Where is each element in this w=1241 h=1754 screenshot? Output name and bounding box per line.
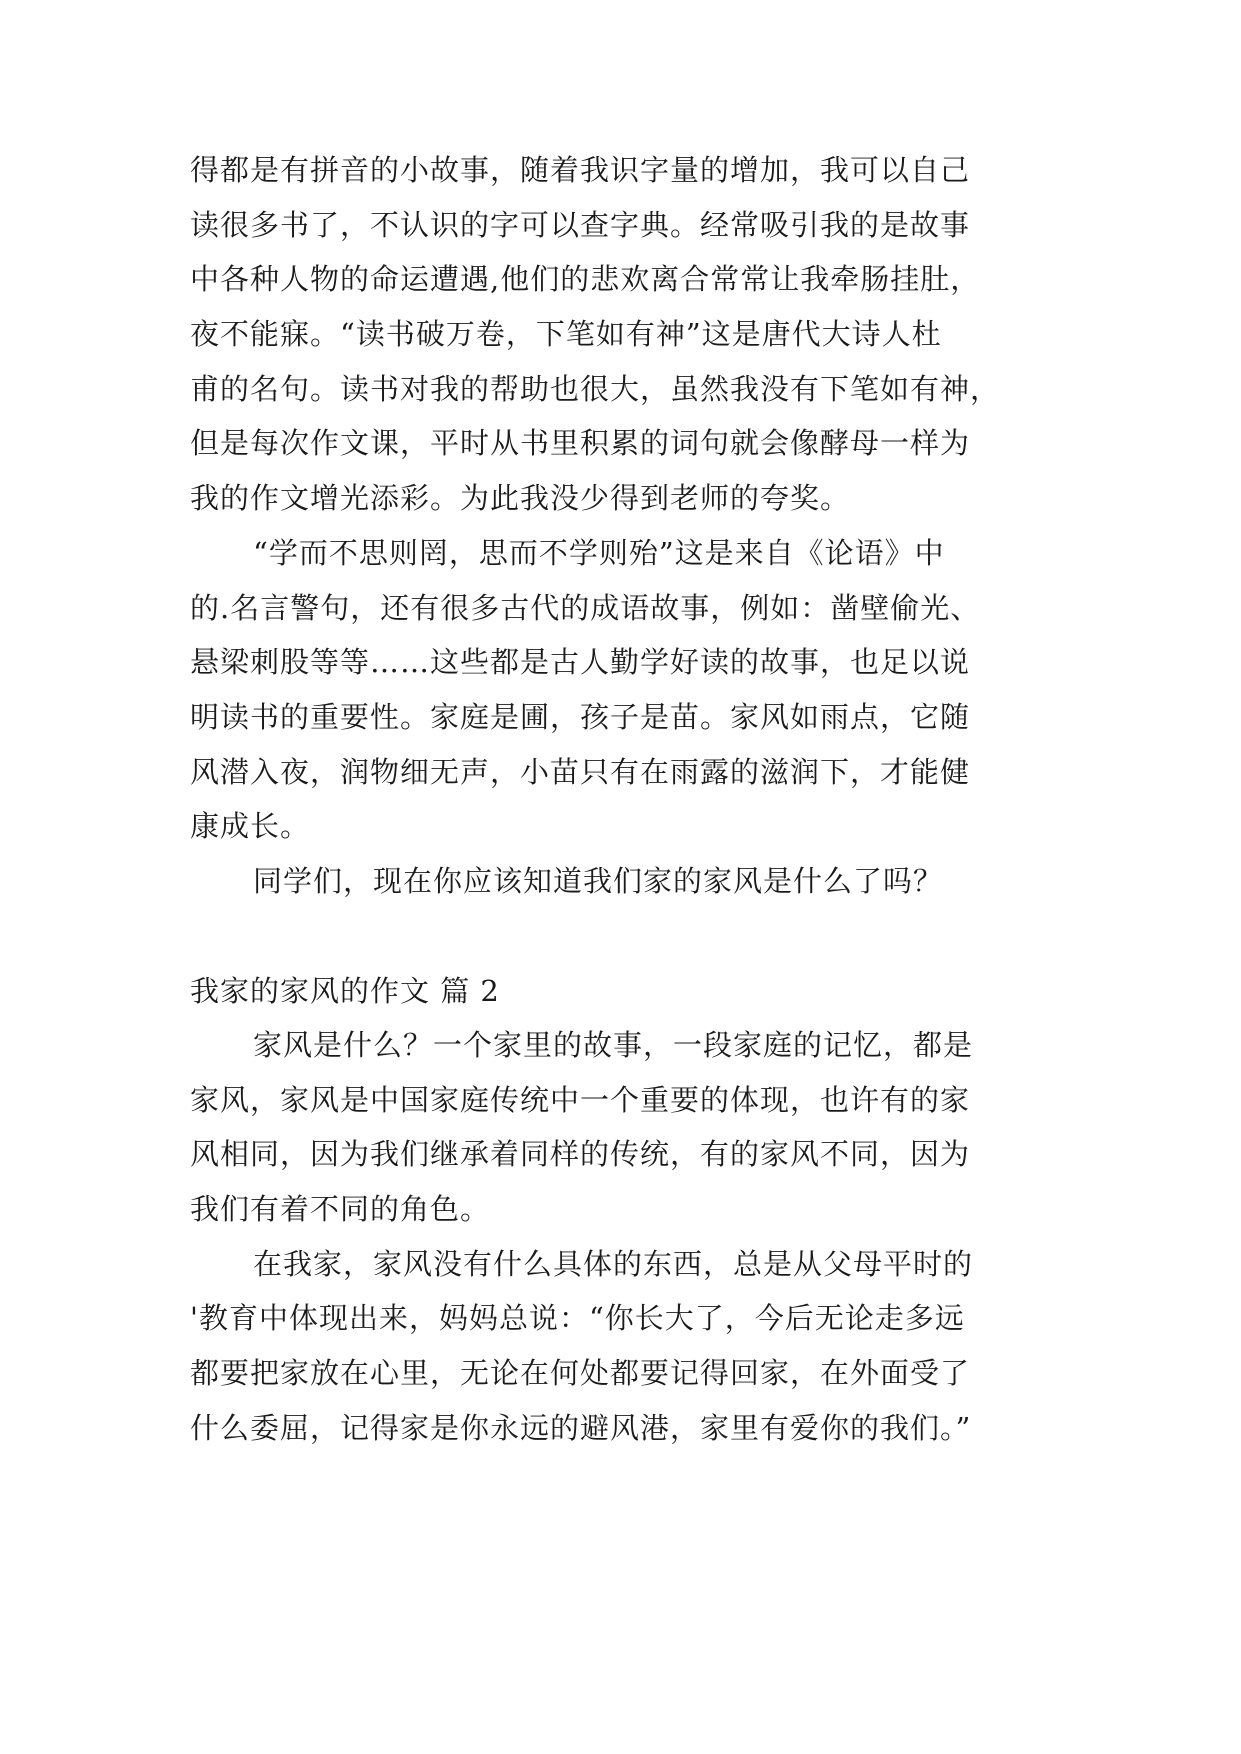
text-line: 甫的名句。读书对我的帮助也很大，虽然我没有下笔如有神， <box>190 372 1001 406</box>
text-line: 家风是什么？一个家里的故事，一段家庭的记忆，都是 <box>253 1028 974 1062</box>
text-line: 康成长。 <box>190 809 311 843</box>
text-line: 但是每次作文课，平时从书里积累的词句就会像酵母一样为 <box>190 426 971 460</box>
text-line: 同学们，现在你应该知道我们家的家风是什么了吗？ <box>253 864 944 898</box>
text-line: 得都是有拼音的小故事，随着我识字量的增加，我可以自己 <box>190 153 971 187</box>
text-line: 在我家，家风没有什么具体的东西，总是从父母平时的 <box>253 1247 974 1281</box>
text-line: 什么委屈，记得家是你永远的避风港，家里有爱你的我们。” <box>190 1411 972 1445</box>
section-heading: 我家的家风的作文 篇 2 <box>190 974 500 1008</box>
text-line: 悬梁刺股等等……这些都是古人勤学好读的故事，也足以说 <box>190 645 971 679</box>
text-line: “学而不思则罔，思而不学则殆”这是来自《论语》中 <box>253 536 945 570</box>
text-line: 都要把家放在心里，无论在何处都要记得回家，在外面受了 <box>190 1356 971 1390</box>
text-line: 风潜入夜，润物细无声，小苗只有在雨露的滋润下，才能健 <box>190 755 971 789</box>
text-line: 夜不能寐。“读书破万卷，下笔如有神”这是唐代大诗人杜 <box>190 317 942 351</box>
text-line: 的.名言警句，还有很多古代的成语故事，例如：凿壁偷光、 <box>190 591 981 625</box>
text-line: 中各种人物的命运遭遇,他们的悲欢离合常常让我牵肠挂肚， <box>190 262 981 296</box>
text-line: 读很多书了，不认识的字可以查字典。经常吸引我的是故事 <box>190 208 971 242</box>
text-line: 家风，家风是中国家庭传统中一个重要的体现，也许有的家 <box>190 1083 971 1117</box>
text-line: 明读书的重要性。家庭是圃，孩子是苗。家风如雨点，它随 <box>190 700 971 734</box>
text-line: 我的作文增光添彩。为此我没少得到老师的夸奖。 <box>190 481 851 515</box>
text-line: 风相同，因为我们继承着同样的传统，有的家风不同，因为 <box>190 1137 971 1171</box>
text-line: '教育中体现出来，妈妈总说：“你长大了，今后无论走多远 <box>190 1301 965 1335</box>
text-line: 我们有着不同的角色。 <box>190 1192 491 1226</box>
